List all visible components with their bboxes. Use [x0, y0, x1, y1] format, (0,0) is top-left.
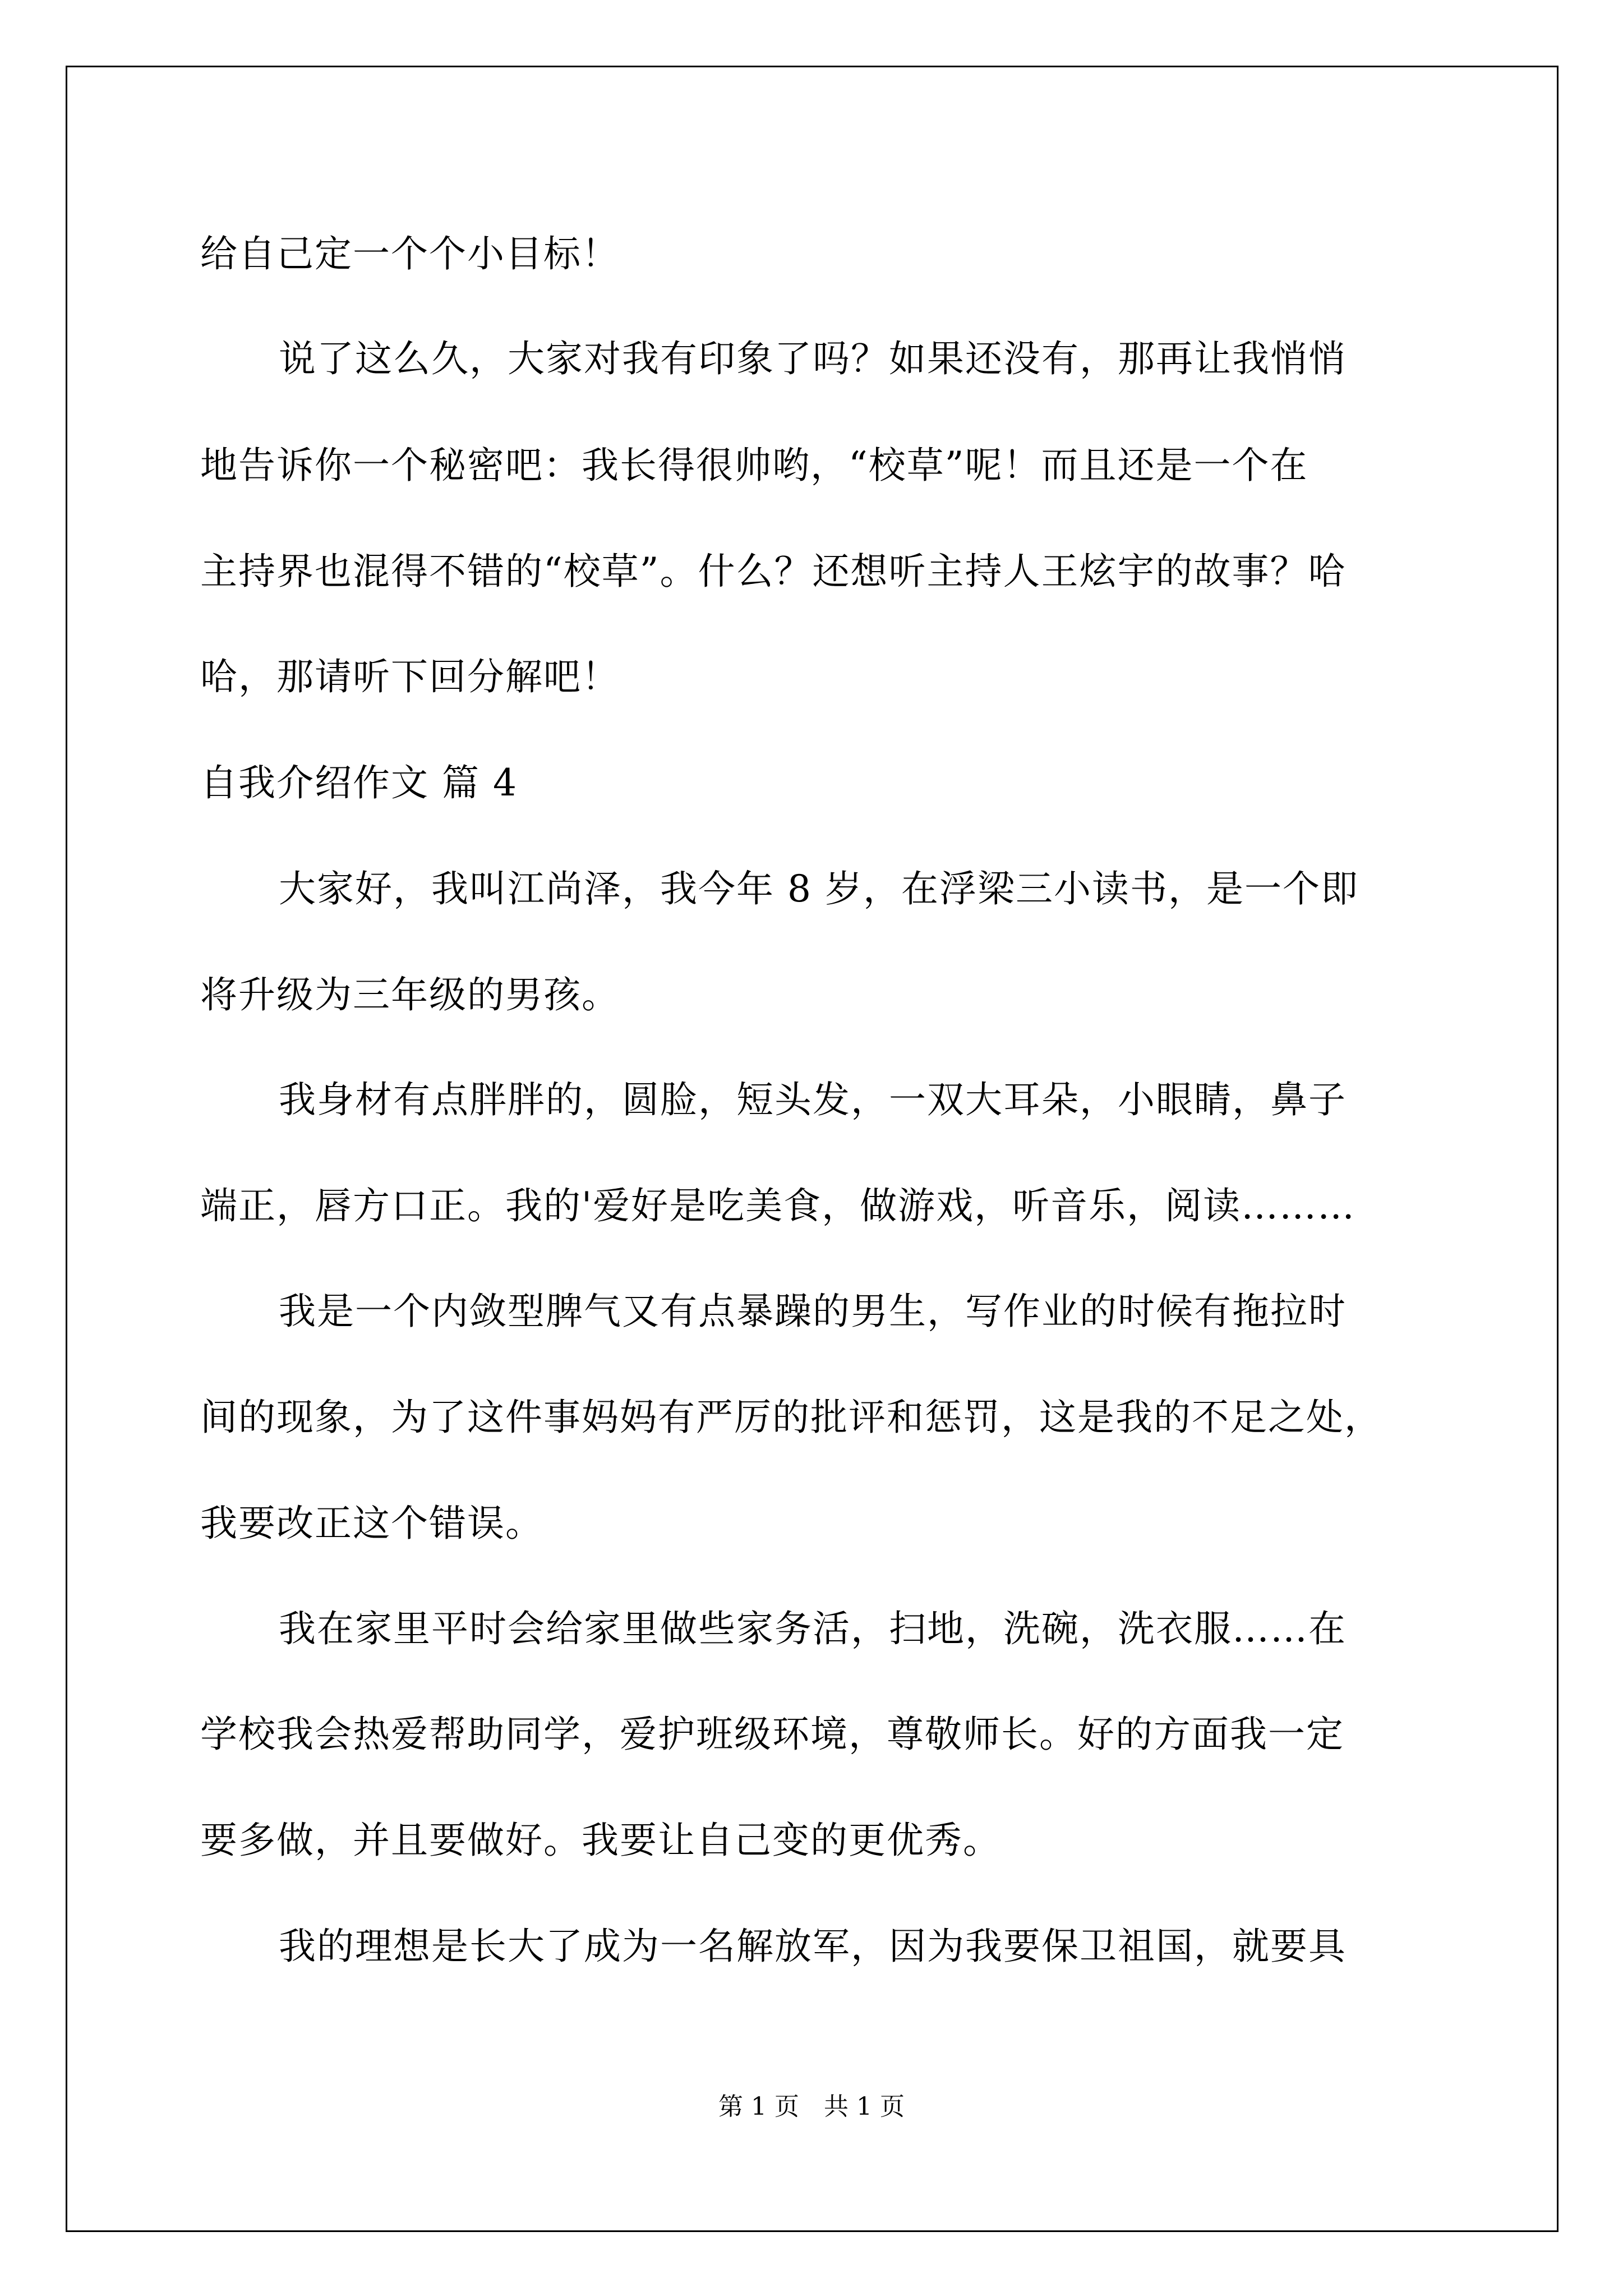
body-line: 地告诉你一个秘密吧：我长得很帅哟，“校草”呢！而且还是一个在: [200, 444, 1308, 487]
paragraph-first-line: 我的理想是长大了成为一名解放军，因为我要保卫祖国，就要具: [279, 1925, 1347, 1968]
body-line: 要多做，并且要做好。我要让自己变的更优秀。: [200, 1819, 1001, 1862]
body-line: 主持界也混得不错的“校草”。什么？还想听主持人王炫宇的故事？哈: [200, 550, 1347, 593]
page-number: 第 1 页 共 1 页: [718, 2092, 905, 2121]
section-heading: 自我介绍作文 篇 4: [200, 761, 518, 804]
body-line: 我要改正这个错误。: [200, 1502, 543, 1545]
body-line: 哈，那请听下回分解吧！: [200, 655, 620, 698]
body-line: 将升级为三年级的男孩。: [200, 973, 620, 1016]
page-border: [66, 66, 1559, 2232]
body-line: 学校我会热爱帮助同学，爱护班级环境，尊敬师长。好的方面我一定: [200, 1713, 1344, 1756]
paragraph-first-line: 我身材有点胖胖的，圆脸，短头发，一双大耳朵，小眼睛，鼻子: [279, 1078, 1347, 1121]
paragraph-first-line: 我在家里平时会给家里做些家务活，扫地，洗碗，洗衣服……在: [279, 1607, 1347, 1650]
paragraph-first-line: 我是一个内敛型脾气又有点暴躁的男生，写作业的时候有拖拉时: [279, 1290, 1347, 1333]
body-line: 给自己定一个个小目标！: [200, 232, 620, 275]
paragraph-first-line: 大家好，我叫江尚泽，我今年 8 岁，在浮梁三小读书，是一个即: [279, 867, 1359, 910]
paragraph-first-line: 说了这么久，大家对我有印象了吗？如果还没有，那再让我悄悄: [279, 337, 1347, 380]
body-line: 间的现象，为了这件事妈妈有严厉的批评和惩罚，这是我的不足之处，: [200, 1396, 1382, 1439]
body-line: 端正，唇方口正。我的'爱好是吃美食，做游戏，听音乐，阅读………: [200, 1184, 1356, 1227]
